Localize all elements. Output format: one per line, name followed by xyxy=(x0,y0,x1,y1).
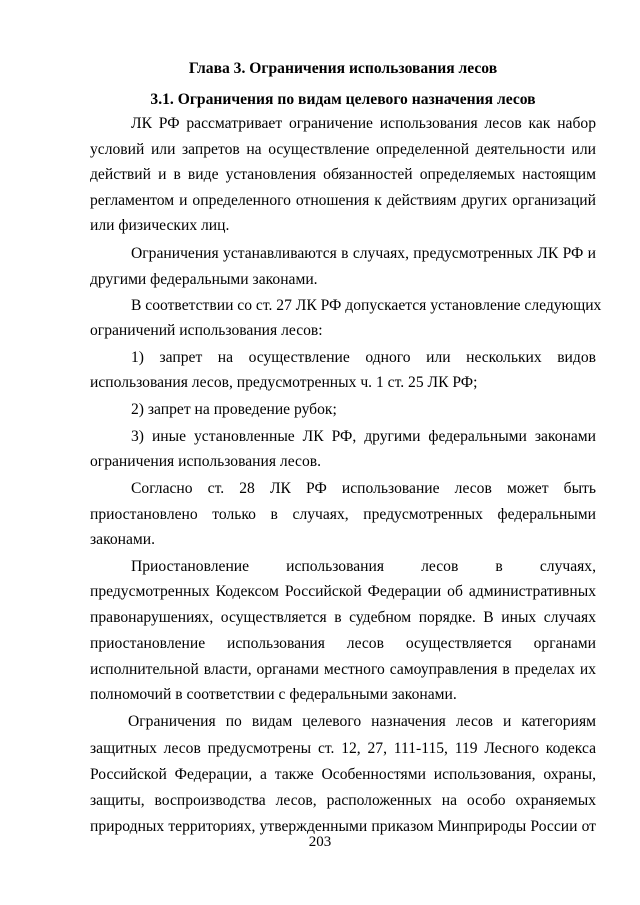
text-line: Российской Федерации, а также Особенностями использования, охраны, xyxy=(90,766,596,783)
chapter-title: Глава 3. Ограничения использования лесов xyxy=(188,60,498,77)
text-line: Ограничения устанавливаются в случаях, предусмотренных ЛК РФ и xyxy=(131,245,596,262)
text-line: законами. xyxy=(90,531,156,548)
list-item-line: 1) запрет на осуществление одного или нескольких видов xyxy=(131,349,596,366)
list-item-line: ограничения использования лесов. xyxy=(90,453,321,470)
text-line: ЛК РФ рассматривает ограничение использования лесов как набор xyxy=(131,115,596,132)
list-item-line: 3) иные установленные ЛК РФ, другими федеральными законами xyxy=(131,428,596,445)
text-line: исполнительной власти, органами местного самоуправления в пределах их xyxy=(90,661,596,678)
list-item-line: использования лесов, предусмотренных ч. 1 ст. 25 ЛК РФ; xyxy=(90,374,478,391)
text-line: регламентом и определенного отношения к действиям других организаций xyxy=(90,192,596,209)
list-item-line: 2) запрет на проведение рубок; xyxy=(131,401,337,418)
text-line: условий или запретов на осуществление определенной деятельности или xyxy=(90,141,596,158)
page-number: 203 xyxy=(308,834,332,850)
text-line: защитных лесов предусмотрены ст. 12, 27, 111-115, 119 Лесного кодекса xyxy=(90,740,596,757)
text-line: Приостановление использования лесов в случаях, xyxy=(131,558,596,575)
text-line: правонарушениях, осуществляется в судебном порядке. В иных случаях xyxy=(90,609,596,626)
text-line: или физических лиц. xyxy=(90,217,230,234)
text-line: защиты, воспроизводства лесов, расположенных на особо охраняемых xyxy=(90,792,596,809)
text-line: В соответствии со ст. 27 ЛК РФ допускается установление следующих xyxy=(131,297,602,314)
text-line: предусмотренных Кодексом Российской Федерации об административных xyxy=(90,583,596,600)
text-line: полномочий в соответствии с федеральными законами. xyxy=(90,686,457,703)
text-line: приостановление использования лесов осуществляется органами xyxy=(90,635,596,652)
text-line: Ограничения по видам целевого назначения лесов и категориям xyxy=(128,713,596,730)
text-line: природных территориях, утвержденными приказом Минприроды России от xyxy=(90,818,596,835)
text-line: Согласно ст. 28 ЛК РФ использование лесов может быть xyxy=(131,480,596,497)
text-line: ограничений использования лесов: xyxy=(90,322,323,339)
text-line: другими федеральными законами. xyxy=(90,271,318,288)
text-line: действий и в виде установления обязанностей определяемых настоящим xyxy=(90,166,596,183)
text-line: приостановлено только в случаях, предусмотренных федеральными xyxy=(90,506,596,523)
section-title: 3.1. Ограничения по видам целевого назначения лесов xyxy=(150,91,536,108)
